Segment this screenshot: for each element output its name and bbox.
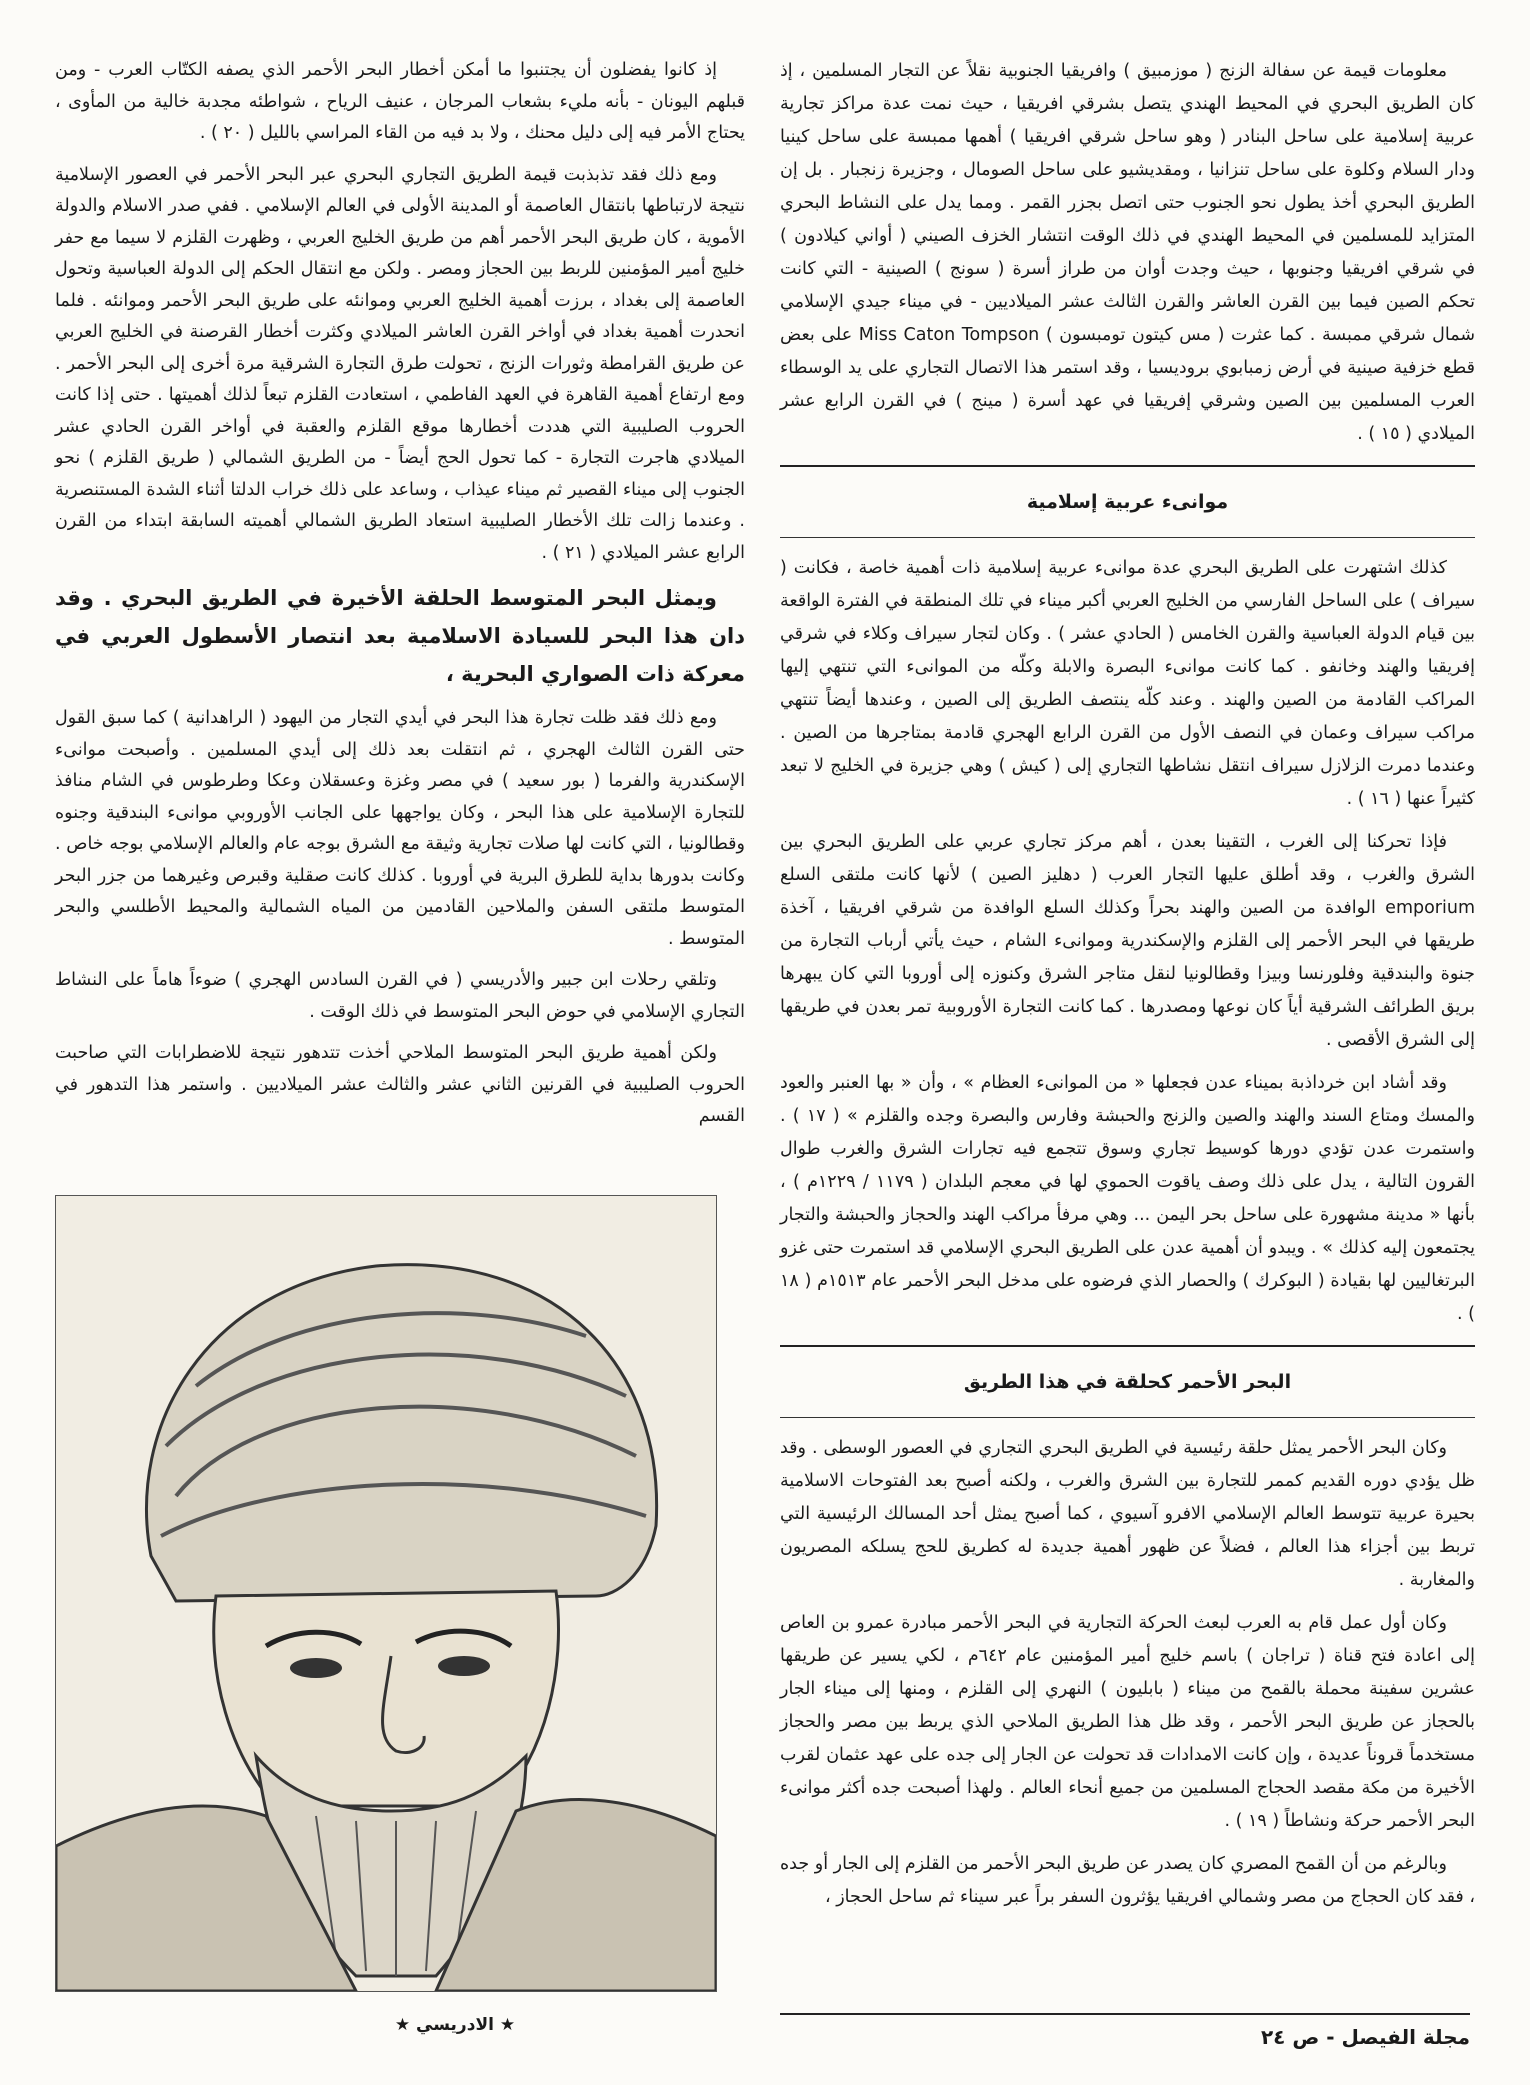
divider bbox=[780, 537, 1475, 538]
portrait-al-idrisi-icon bbox=[56, 1196, 716, 1991]
paragraph: وكان البحر الأحمر يمثل حلقة رئيسية في الطريق البحري التجاري في العصور الوسطى . وقد ظل يؤدي دوره القديم كممر للتجارة بين الشرق والغرب ، ولكنه أصبح بعد الفتوحات الاسلامية بحيرة عربية تتوسط العالم الإسلامي الافرو آسيوي ، كما أصبح يمثل أحد المسالك الرئيسية التي تربط بين أجزاء هذا العالم ، فضلاً عن ظهور أهمية جديدة له كطريق للحج يسلكه المصريون والمغاربة . bbox=[780, 1438, 1475, 1590]
paragraph: ولكن أهمية طريق البحر المتوسط الملاحي أخذت تتدهور نتيجة للاضطرابات التي صاحبت الحروب الصليبية في القرنين الثاني عشر والثالث عشر الميلاديين . واستمر هذا التدهور في القسم bbox=[55, 1043, 745, 1126]
paragraph: ومع ذلك فقد ظلت تجارة هذا البحر في أيدي التجار من اليهود ( الراهدانية ) كما سبق القول حتى القرن الثالث الهجري ، ثم انتقلت بعد ذلك إلى أيدي المسلمين . وأصبحت موانىء الإسكندرية والفرما ( بور سعيد ) في مصر وغزة وعسقلان وعكا وطرطوس في الشام منافذ للتجارة الإسلامية على هذا البحر ، وكان يواجهها على الجانب الأوروبي موانىء البندقية وجنوه وقطالونيا ، التي كانت لها صلات تجارية وثيقة مع الشرق بوجه عام والعالم الإسلامي بوجه خاص . وكانت بدورها بداية للطرق البرية في أوروبا . كذلك كانت صقلية وقبرص وغيرهما من جزر البحر المتوسط ملتقى السفن والملاحين القادمين من المياه الشمالية والمحيط الأطلسي والبحر المتوسط . bbox=[55, 708, 745, 949]
paragraph: معلومات قيمة عن سفالة الزنج ( موزمبيق ) وافريقيا الجنوبية نقلاً عن التجار المسلمين ، إذ كان الطريق البحري في المحيط الهندي يتصل بشرقي افريقيا ، حيث نمت عدة مراكز تجارية عربية إسلامية على ساحل البنادر ( وهو ساحل شرقي افريقيا ) أهمها ممبسة على ساحل كينيا ودار السلام وكلوة على ساحل تنزانيا ، ومقديشيو على ساحل الصومال ، وجزيرة زنجبار . بل إن الطريق البحري أخذ يطول نحو الجنوب حتى اتصل بجزر القمر . ومما يدل على النشاط البحري المتزايد للمسلمين في المحيط الهندي في ذلك الوقت انتشار الخزف الصيني ( أواني كيلادون ) في شرقي افريقيا وجنوبها ، حيث وجدت أوان من طراز أسرة ( سونج ) الصينية - التي كانت تحكم الصين فيما بين القرن العاشر والقرن الثالث عشر الميلاديين - في ميناء جيدي الإسلامي شمال شرقي ممبسة . كما عثرت ( مس كيتون تومبسون ) Miss Caton Tompson على بعض قطع خزفية صينية في أرض زمبابوي بروديسيا ، وقد استمر هذا الاتصال التجاري على يد الوسطاء العرب المسلمين بين الصين وشرقي إفريقيا في عهد أسرة ( مينج ) في القرن الرابع عشر الميلادي ( ١٥ ) . bbox=[780, 61, 1476, 444]
section-heading: البحر الأحمر كحلقة في هذا الطريق bbox=[963, 1371, 1292, 1393]
section-heading: موانىء عربية إسلامية bbox=[1026, 491, 1229, 513]
divider bbox=[780, 1345, 1475, 1347]
page-folio bbox=[1261, 2025, 1470, 2049]
divider bbox=[780, 465, 1475, 467]
left-column bbox=[55, 55, 745, 1143]
paragraph: إذ كانوا يفضلون أن يجتنبوا ما أمكن أخطار البحر الأحمر الذي يصفه الكتّاب العرب - ومن قبلهم اليونان - بأنه مليء بشعاب المرجان ، عنيف الرياح ، شواطئه مجدبة خالية من المأوى ، يحتاج الأمر فيه إلى دليل محنك ، ولا بد فيه من القاء المراسي بالليل ( ٢٠ ) . bbox=[55, 60, 745, 143]
right-column bbox=[780, 55, 1475, 1924]
paragraph: وقد أشاد ابن خرداذبة بميناء عدن فجعلها « من الموانىء العظام » ، وأن « بها العنبر والعود والمسك ومتاع السند والهند والصين والزنج والحبشة وفارس والبصرة وجده والقلزم » ( ١٧ ) . واستمرت عدن تؤدي دورها كوسيط تجاري وسوق تتجمع فيه تجارات الشرق والغرب طوال القرون التالية ، يدل على ذلك وصف ياقوت الحموي لها في معجم البلدان ( ١١٧٩ / ١٢٢٩م ) ، بأنها « مدينة مشهورة على ساحل بحر اليمن ... وهي مرفأ مراكب الهند والحجاز والحبشة والتجار يجتمعون إليه كذلك » . ويبدو أن أهمية عدن على الطريق البحري الإسلامي قد استمرت حتى غزو البرتغاليين لها بقيادة ( البوكرك ) والحصار الذي فرضوه على مدخل البحر الأحمر عام ١٥١٣م ( ١٨ ) . bbox=[780, 1073, 1476, 1324]
paragraph: ومع ذلك فقد تذبذبت قيمة الطريق التجاري البحري عبر البحر الأحمر في العصور الإسلامية نتيجة لارتباطها بانتقال العاصمة أو المدينة الأولى في العالم الإسلامي . ففي صدر الاسلام والدولة الأموية ، كان طريق البحر الأحمر أهم من طريق الخليج العربي ، وظهرت القلزم لا سيما مع حفر خليج أمير المؤمنين للربط بين الحجاز ومصر . ولكن مع انتقال الحكم إلى الدولة العباسية وتحول العاصمة إلى بغداد ، برزت أهمية الخليج العربي وموانئه على طريق البحر الأحمر وموانئه . فلما انحدرت أهمية بغداد في أواخر القرن العاشر الميلادي وكثرت أخطار القرصنة في الخليج العربي عن طريق القرامطة وثورات الزنج ، تحولت طرق التجارة الشرقية مرة أخرى إلى البحر الأحمر . ومع ارتفاع أهمية القاهرة في العهد الفاطمي ، استعادت القلزم تبعاً لذلك أهميتها . حتى إذا كانت الحروب الصليبية التي هددت أخطارها موقع القلزم والعقبة في أواخر القرن الحادي عشر الميلادي هاجرت التجارة - كما تحول الحج أيضاً - من الطريق الشمالي ( طريق القلزم ) نحو الجنوب إلى ميناء القصير ثم ميناء عيذاب ، وساعد على ذلك خراب الدلتا أثناء الشدة المستنصرية . وعندما زالت تلك الأخطار الصليبية استعاد الطريق الشمالي أهميته السابقة ابتداء من القرن الرابع عشر الميلادي ( ٢١ ) . bbox=[55, 164, 745, 563]
paragraph: وكان أول عمل قام به العرب لبعث الحركة التجارية في البحر الأحمر مبادرة عمرو بن العاص إلى اعادة فتح قناة ( تراجان ) باسم خليج أمير المؤمنين عام ٦٤٢م ، لكي يسير عن طريقها عشرين سفينة محملة بالقمح من ميناء ( بابليون ) النهري إلى القلزم ، ومنها إلى ميناء الجار بالحجاز عن طريق البحر الأحمر ، وقد ظل هذا الطريق الملاحي الذي يربط بين مصر والحجاز مستخدماً قروناً عديدة ، وإن كانت الامدادات قد تحولت عن الجار إلى جده على عهد عثمان لقرب الأخيرة من مكة مقصد الحجاج المسلمين من جميع أنحاء العالم . ولهذا أصبحت جده أكثر موانىء البحر الأحمر حركة ونشاطاً ( ١٩ ) . bbox=[780, 1613, 1475, 1831]
paragraph: فإذا تحركنا إلى الغرب ، التقينا بعدن ، أهم مركز تجاري عربي على الطريق البحري بين الشرق والغرب ، وقد أطلق عليها التجار العرب ( دهليز الصين ) لأنها كانت ملتقى السلع emporium الوافدة من الصين والهند بحراً وكذلك السلع الوافدة من شرقي افريقيا ، آخذة طريقها في البحر الأحمر إلى القلزم والإسكندرية وموانىء الشام ، حيث يأتي أرباب التجارة من جنوة والبندقية وفلورنسا وبيزا وقطالونيا لنقل متاجر الشرق وكنوزه إلى أوروبا التي كان يبهرها بريق الطرائف الشرقية أياً كان نوعها ومصدرها . كما كانت التجارة الأوروبية تمر بعدن في طريقها إلى الشرق الأقصى . bbox=[780, 832, 1475, 1050]
paragraph: وتلقي رحلات ابن جبير والأدريسي ( في القرن السادس الهجري ) ضوءاً هاماً على النشاط التجاري الإسلامي في حوض البحر المتوسط في ذلك الوقت . bbox=[55, 970, 745, 1022]
paragraph: وبالرغم من أن القمح المصري كان يصدر عن طريق البحر الأحمر من القلزم إلى الجار أو جده ، فقد كان الحجاج من مصر وشمالي افريقيا يؤثرون السفر براً عبر سيناء ثم ساحل الحجاز ، bbox=[780, 1854, 1475, 1907]
figure-caption: ★ الادريسي ★ bbox=[394, 2015, 516, 2035]
folio-text: مجلة الفيصل - ص ٢٤ bbox=[1260, 2025, 1470, 2049]
paragraph: كذلك اشتهرت على الطريق البحري عدة موانىء عربية إسلامية ذات أهمية خاصة ، فكانت ( سيراف ) على الساحل الفارسي من الخليج العربي أكبر ميناء في تلك المنطقة في الفترة الواقعة بين قيام الدولة العباسية والقرن الخامس ( الحادي عشر ) . وكان لتجار سيراف وكلاء في شرقي إفريقيا والهند وخانفو . كما كانت موانىء البصرة والابلة وكلّه من الموانىء التي تنتهي إليها المراكب القادمة من الصين والهند . وعند كلّه ينتصف الطريق إلى الصين ، وعندها أيضاً تنتهي مراكب سيراف وعمان في النصف الأول من القرن الرابع الهجري قادمة بمتاجرها من الصين . وعندما دمرت الزلازل سيراف انتقل نشاطها التجاري إلى ( كيش ) وهي جزيرة في الخليج لا تبعد كثيراً عنها ( ١٦ ) . bbox=[780, 558, 1475, 809]
portrait-figure bbox=[55, 1195, 717, 1992]
divider bbox=[780, 1417, 1475, 1418]
lead-paragraph: ويمثل البحر المتوسط الحلقة الأخيرة في الطريق البحري . وقد دان هذا البحر للسيادة الاسلامية بعد انتصار الأسطول العربي في معركة ذات الصواري البحرية ، bbox=[55, 586, 745, 686]
footer-rule bbox=[780, 2013, 1470, 2015]
